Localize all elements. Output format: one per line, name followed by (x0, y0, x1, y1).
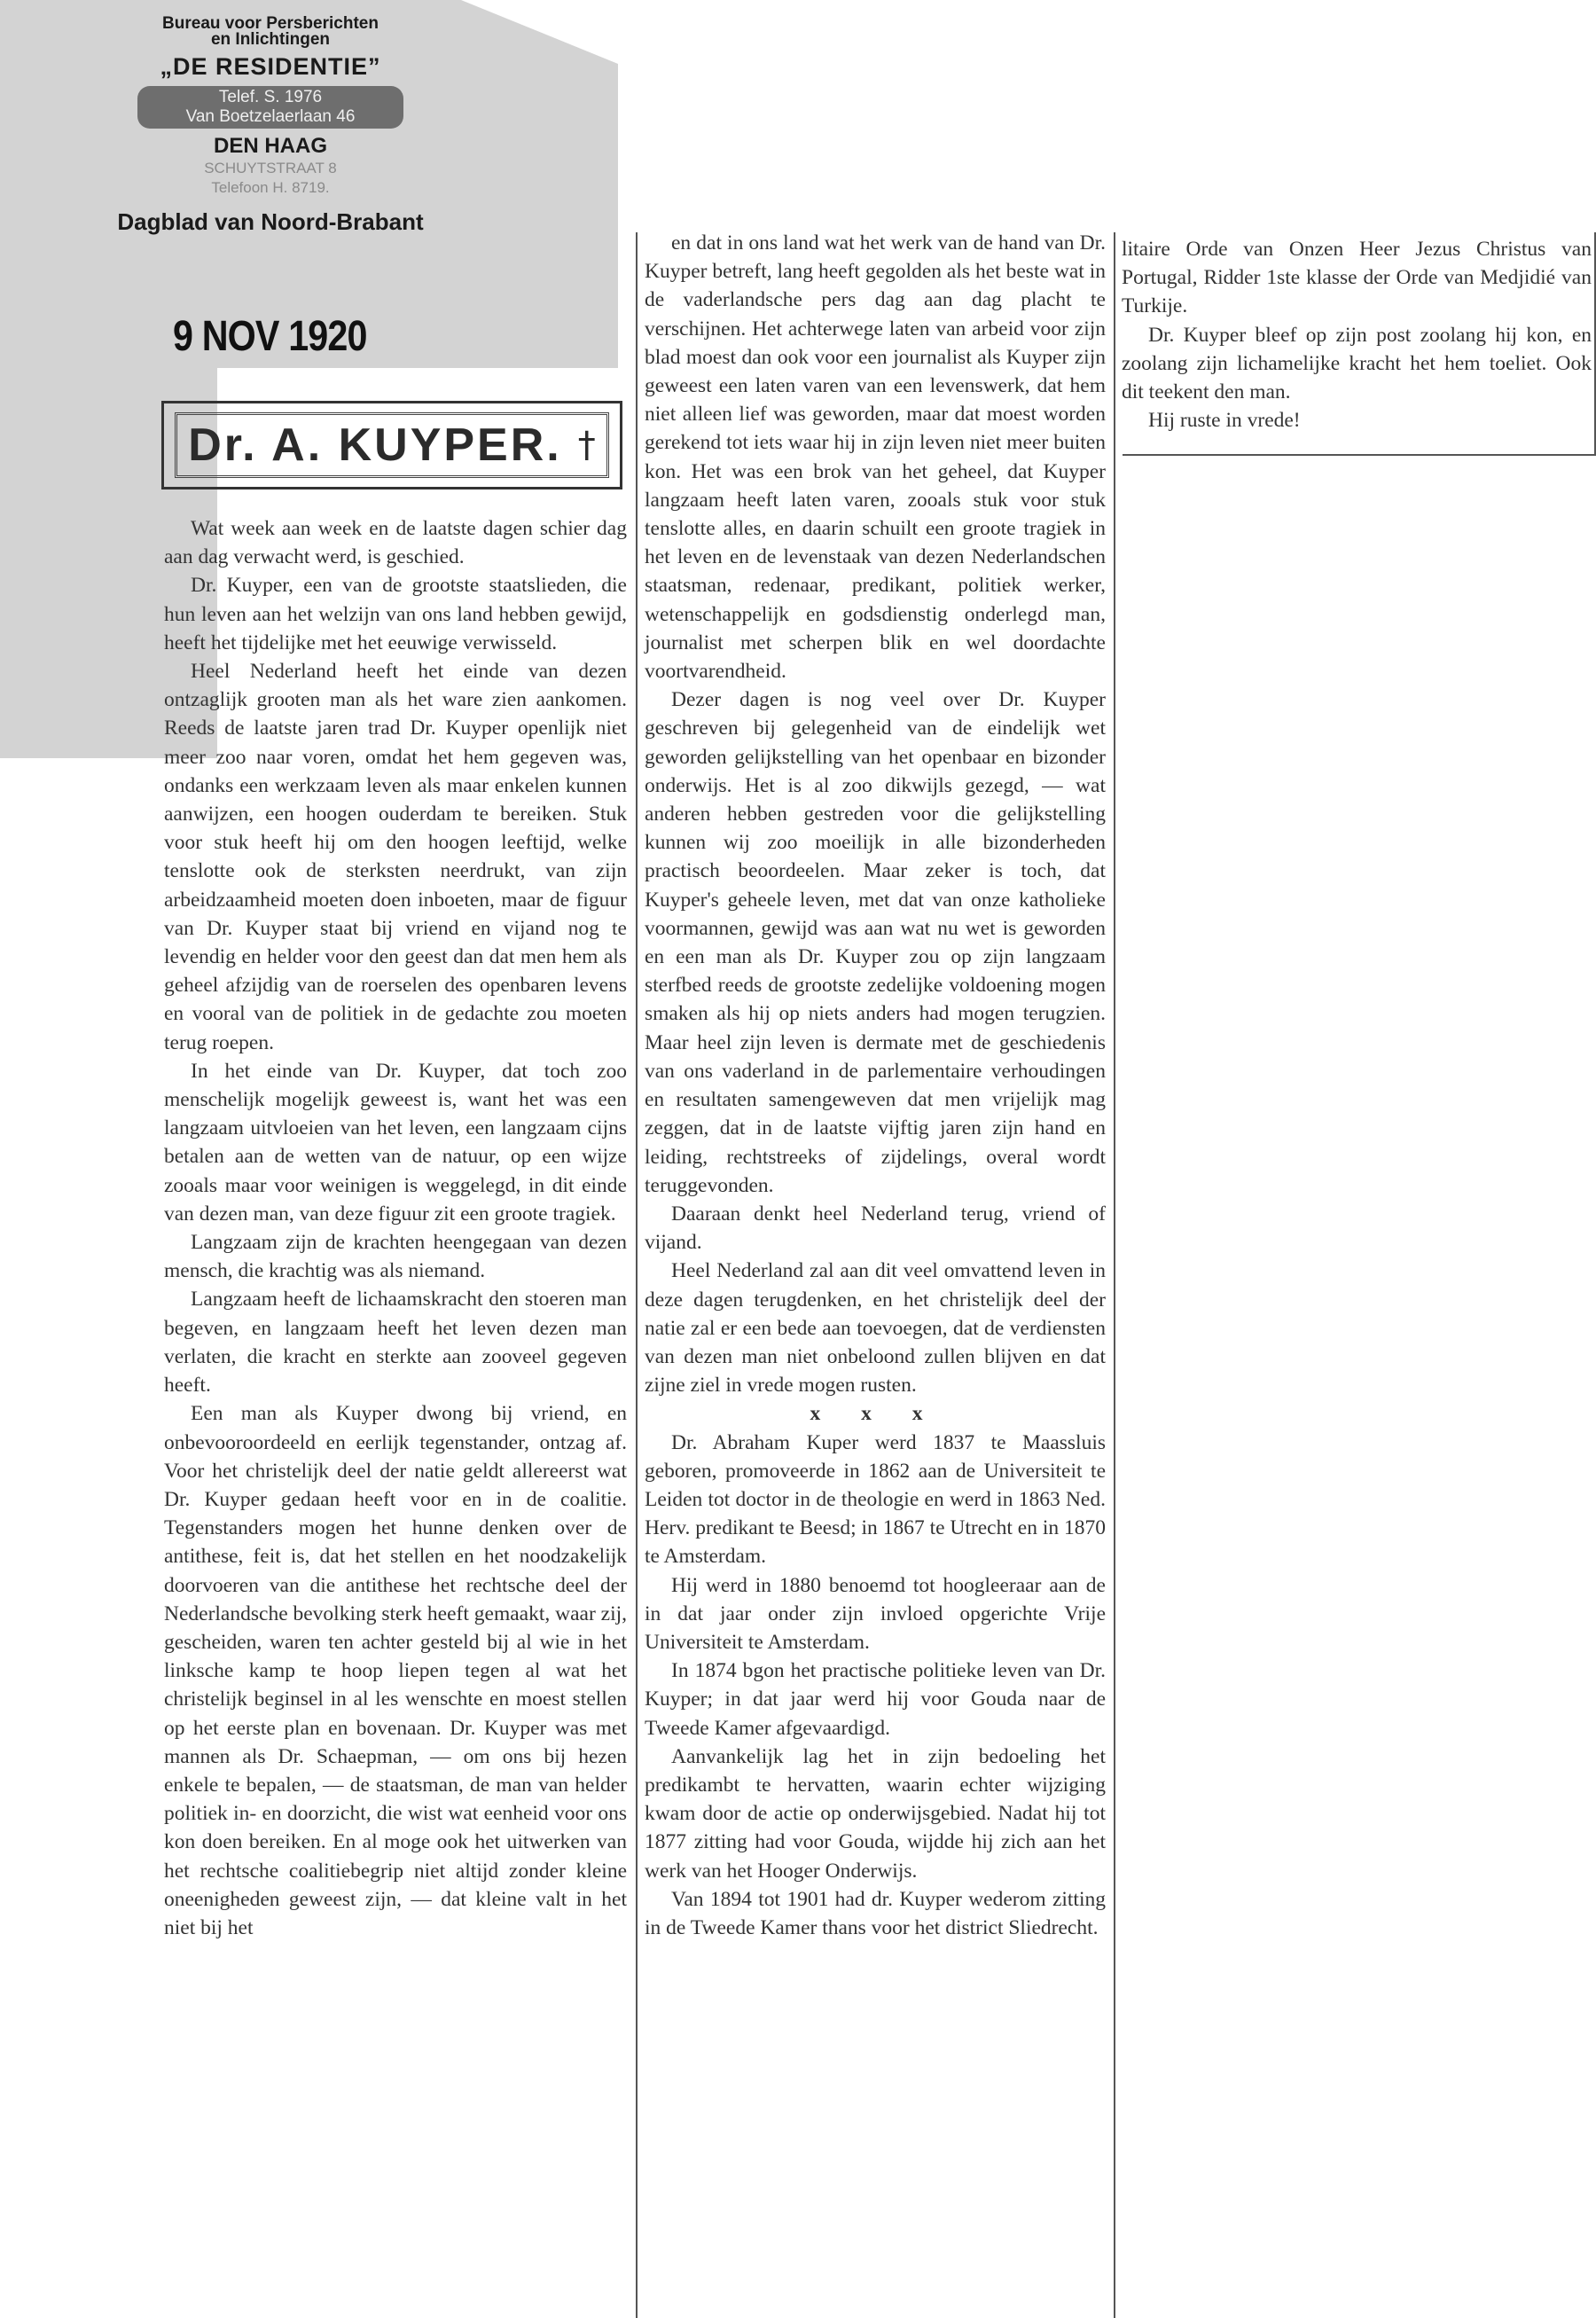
city-name: DEN HAAG (213, 134, 327, 158)
paragraph: litaire Orde van Onzen Heer Jezus Christus van Portugal, Ridder 1ste klasse der Orde van Medjidié van Turkije. (1122, 238, 1592, 318)
bureau-line-1: Bureau voor Persberichten (162, 14, 379, 33)
address-stamp (137, 86, 403, 129)
old-telephone: Telefoon H. 8719. (211, 179, 330, 196)
bureau-name: „DE RESIDENTIE” (160, 53, 381, 80)
date-stamp: 9 NOV 1920 (173, 313, 367, 360)
paragraph: Heel Nederland heeft het einde van dezen ontzaglijk grooten man als het ware zien aankomen. Reeds de laatste jaren trad Dr. Kuyper openlijk niet meer zoo naar voren, omdat het hem gegeven was, ondanks een werkzaam leven als maar enkelen kunnen aanwijzen, een hoogen ouderdam te bereiken. Stuk voor stuk heeft hij om den hoogen leeftijd, welke tenslotte ook de sterksten neerdrukt, van zijn arbeidzaamheid moeten doen inboeten, maar de figuur van Dr. Kuyper staat bij vriend en vijand nog te levendig en helder voor den geest dan dat men hem als geheel afzijdig van de roerselen des openbaren levens en vooral van de politiek in de gedachte zou moeten terug roepen. (164, 660, 627, 1054)
paragraph: Dr. Kuyper bleef op zijn post zoolang hij kon, en zoolang zijn lichamelijke kracht het hem toeliet. Ook dit teekent den man. (1122, 323, 1592, 404)
section-separator: x x x (810, 1402, 941, 1426)
paragraph: Daaraan denkt heel Nederland terug, vriend of vijand. (645, 1202, 1106, 1255)
paragraph: Dr. Abraham Kuper werd 1837 te Maassluis geboren, promoveerde in 1862 aan de Universiteit te Leiden tot doctor in de theologie en werd in 1863 Ned. Herv. predikant te Beesd; in 1867 te Utrecht en in 1870 te Amsterdam. (645, 1430, 1106, 1569)
headline-box (161, 401, 622, 489)
column-end-rule (1123, 454, 1594, 456)
paragraph: Wat week aan week en de laatste dagen schier dag aan dag verwacht werd, is geschied. (164, 517, 627, 569)
article-column-3 (1122, 235, 1592, 435)
paragraph: Langzaam heeft de lichaamskracht den stoeren man begeven, en langzaam heeft het leven dezen man verlaten, die kracht en sterkte aan zooveel gegeven heeft. (164, 1288, 627, 1398)
paragraph: Langzaam zijn de krachten heengegaan van dezen mensch, die krachtig was als niemand. (164, 1231, 627, 1283)
column-rule-1 (636, 232, 638, 2318)
headline-title: Dr. A. KUYPER. (188, 419, 562, 471)
bureau-line-2: en Inlichtingen (210, 30, 331, 49)
column-rule-2 (1114, 232, 1115, 2318)
newspaper-name: Dagblad van Noord-Brabant (117, 208, 424, 235)
press-bureau-header (80, 16, 461, 236)
paragraph: Heel Nederland zal aan dit veel omvattend leven in deze dagen terugdenken, en het christelijk deel der natie zal er een bede aan toevoegen, dat de verdiensten van dezen man niet onbeloond zullen blijven en dat zijne ziel in vrede mogen rusten. (645, 1259, 1106, 1398)
article-column-1 (164, 514, 627, 1942)
paragraph: Van 1894 tot 1901 had dr. Kuyper wederom zitting in de Tweede Kamer thans voor het district Sliedrecht. (645, 1887, 1106, 1939)
paragraph: Hij ruste in vrede! (1148, 409, 1301, 433)
cross-icon: † (577, 425, 596, 466)
paragraph: Een man als Kuyper dwong bij vriend, en onbevooroordeeld en eerlijk tegenstander, ontzag af. Voor het christelijk deel der natie geldt allereerst wat Dr. Kuyper gedaan heeft voor en in de coalitie. Tegenstanders mogen het hunne denken over de antithese, feit is, dat het stellen en het noodzakelijk doorvoeren van die antithese het rechtsche deel der Nederlandsche bevolking sterk heeft gemaakt, waar zij, gescheiden, waren ten achter gesteld bij al wie in het linksche kamp te hoop liepen tegen al wat het christelijk beginsel in al les wenschte en moest stellen op het eerste plan en bovenaan. Dr. Kuyper was met mannen als Dr. Schaepman, — om ons bij hezen enkele te bepalen, — de staatsman, de man van helder politiek in- en doorzicht, die wist wat eenheid voor ons kon doen bereiken. En al moge ook het uitwerken van het rechtsche coalitiebegrip niet altijd zonder kleine oneenigheden geweest zijn, — dat kleine valt in het niet bij het (164, 1402, 628, 1939)
telephone-number: Telef. S. 1976 (218, 88, 323, 106)
street-address: Van Boetzelaerlaan 46 (185, 107, 356, 126)
paragraph: en dat in ons land wat het werk van de hand van Dr. Kuyper betreft, lang heeft gegolden als het beste wat in de vaderlandsche pers dag aan dag placht te verschijnen. Het achterwege laten van arbeid voor zijn blad moest dan ook voor een journalist als Kuyper zijn geweest een laten varen van een levenswerk, dat hem niet alleen lief was geworden, maar dat moest worden gerekend tot iets waar hij in zijn leven niet meer buiten kon. Het was een brok van het geheel, dat Kuyper langzaam heeft laten varen, zooals stuk voor stuk tenslotte alles, en daarin schuilt een groote tragiek in het leven en de levenstaak van dezen Nederlandschen staatsman, redenaar, predikant, politiek werker, wetenschappelijk en godsdienstig onderlegd man, journalist met scherpen blik en wel doordachte voortvarendheid. (645, 231, 1106, 684)
paragraph: Dr. Kuyper, een van de grootste staatslieden, die hun leven aan het welzijn van ons land hebben gewijd, heeft het tijdelijke met het eeuwige verwisseld. (164, 574, 627, 654)
paragraph: In 1874 bgon het practische politieke leven van Dr. Kuyper; in dat jaar werd hij voor Gouda naar de Tweede Kamer afgevaardigd. (645, 1659, 1106, 1740)
paragraph: Aanvankelijk lag het in zijn bedoeling het predikambt te hervatten, waarin echter wijziging kwam door de actie op onderwijsgebied. Nadat hij tot 1877 zitting had voor Gouda, wijdde hij zich aan het werk van het Hooger Onderwijs. (645, 1744, 1106, 1883)
article-column-2 (645, 229, 1106, 1942)
paragraph: In het einde van Dr. Kuyper, dat toch zoo menschelijk mogelijk geweest is, want het was een langzaam uitvloeien van het leven, een langzaam cijns betalen aan de wetten van de natuur, op een wijze zooals maar voor weinigen is weggelegd, in dit einde van dezen man, van deze figuur zit een groote tragiek. (164, 1059, 627, 1226)
old-street-address: SCHUYTSTRAAT 8 (204, 160, 337, 176)
paragraph: Dezer dagen is nog veel over Dr. Kuyper geschreven bij gelegenheid van de eindelijk wet geworden gelijkstelling van het openbaar en bizonder onderwijs. Het is al zoo dikwijls gezegd, — wat anderen hebben gestreden voor die gelijkstelling kunnen wij zoo moeilijk in alle bizonderheden practisch beoordeelen. Maar zeker is toch, dat Kuyper's geheele leven, met dat van onze katholieke voormannen, gewijd was aan wat nu wet is geworden en een man als Dr. Kuyper zou op zijn langzaam sterfbed reeds de grootste zedelijke voldoening mogen smaken als hij op niets anders had mogen terugzien. Maar heel zijn leven is dermate met de geschiedenis van ons vaderland in de parlementaire verhoudingen en resultaten samengeweven dat men vrijelijk mag zeggen, dat in de laatste vijftig jaren zijn hand en leiding, rechtstreeks of zijdelings, overal wordt teruggevonden. (645, 688, 1106, 1197)
paragraph: Hij werd in 1880 benoemd tot hoogleeraar aan de in dat jaar onder zijn invloed opgerichte Vrije Universiteit te Amsterdam. (645, 1573, 1106, 1654)
